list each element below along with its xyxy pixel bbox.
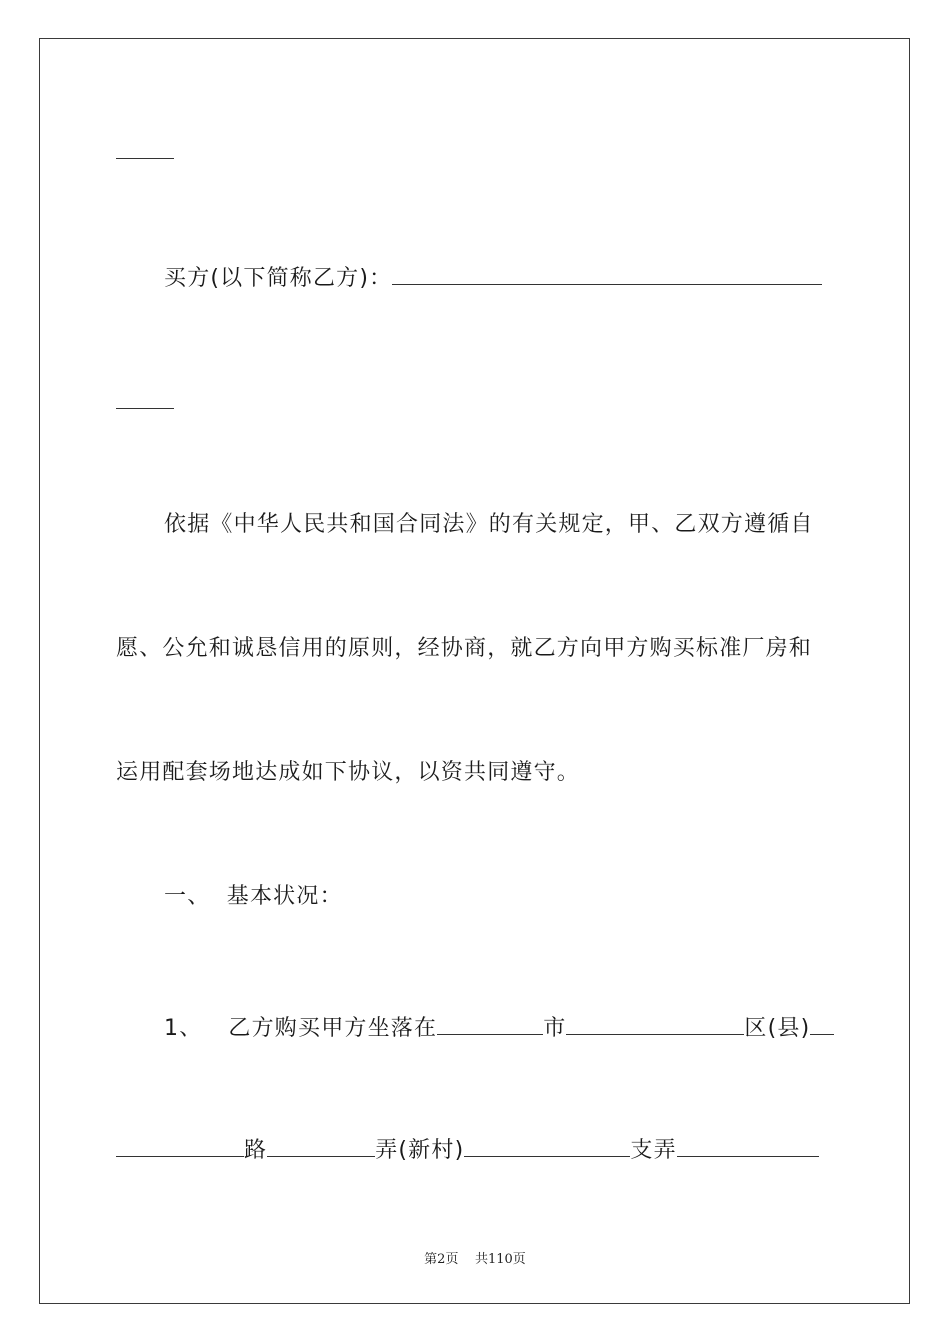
item-1-text-e: 弄(新村) xyxy=(375,1138,465,1163)
road-field-start xyxy=(810,1012,834,1035)
item-1-number: 1、 xyxy=(164,1016,203,1041)
seller-field-continuation xyxy=(116,158,174,159)
item-1-line xyxy=(164,1012,844,1044)
item-1-text-a: 乙方购买甲方坐落在 xyxy=(228,1016,438,1041)
page-border xyxy=(39,38,910,1304)
city-field xyxy=(437,1012,543,1035)
lane-field xyxy=(267,1134,375,1157)
footer-page-number: 第2页 xyxy=(424,1252,459,1267)
item-1-text-f: 支弄 xyxy=(630,1138,677,1163)
item-1-line-2 xyxy=(116,1134,836,1166)
buyer-label: 买方(以下简称乙方)： xyxy=(164,266,393,291)
item-1-text-d: 路 xyxy=(244,1138,268,1163)
buyer-field xyxy=(392,262,822,285)
paragraph-line-2: 愿、公允和诚恳信用的原则，经协商，就乙方向甲方购买标准厂房和 xyxy=(116,636,813,661)
item-1-text-b: 市 xyxy=(543,1016,567,1041)
district-field xyxy=(566,1012,744,1035)
buyer-field-continuation xyxy=(116,408,174,409)
paragraph-line-1: 依据《中华人民共和国合同法》的有关规定，甲、乙双方遵循自 xyxy=(164,512,814,537)
buyer-line xyxy=(164,262,836,294)
footer-total-pages: 共110页 xyxy=(474,1252,526,1267)
page-footer xyxy=(0,1248,950,1267)
sub-lane-field xyxy=(677,1134,819,1157)
road-field xyxy=(116,1134,244,1157)
village-field xyxy=(464,1134,630,1157)
paragraph-line-3: 运用配套场地达成如下协议，以资共同遵守。 xyxy=(116,760,581,785)
item-1-text-c: 区(县) xyxy=(744,1016,811,1041)
section-heading: 一、 基本状况： xyxy=(164,884,343,909)
